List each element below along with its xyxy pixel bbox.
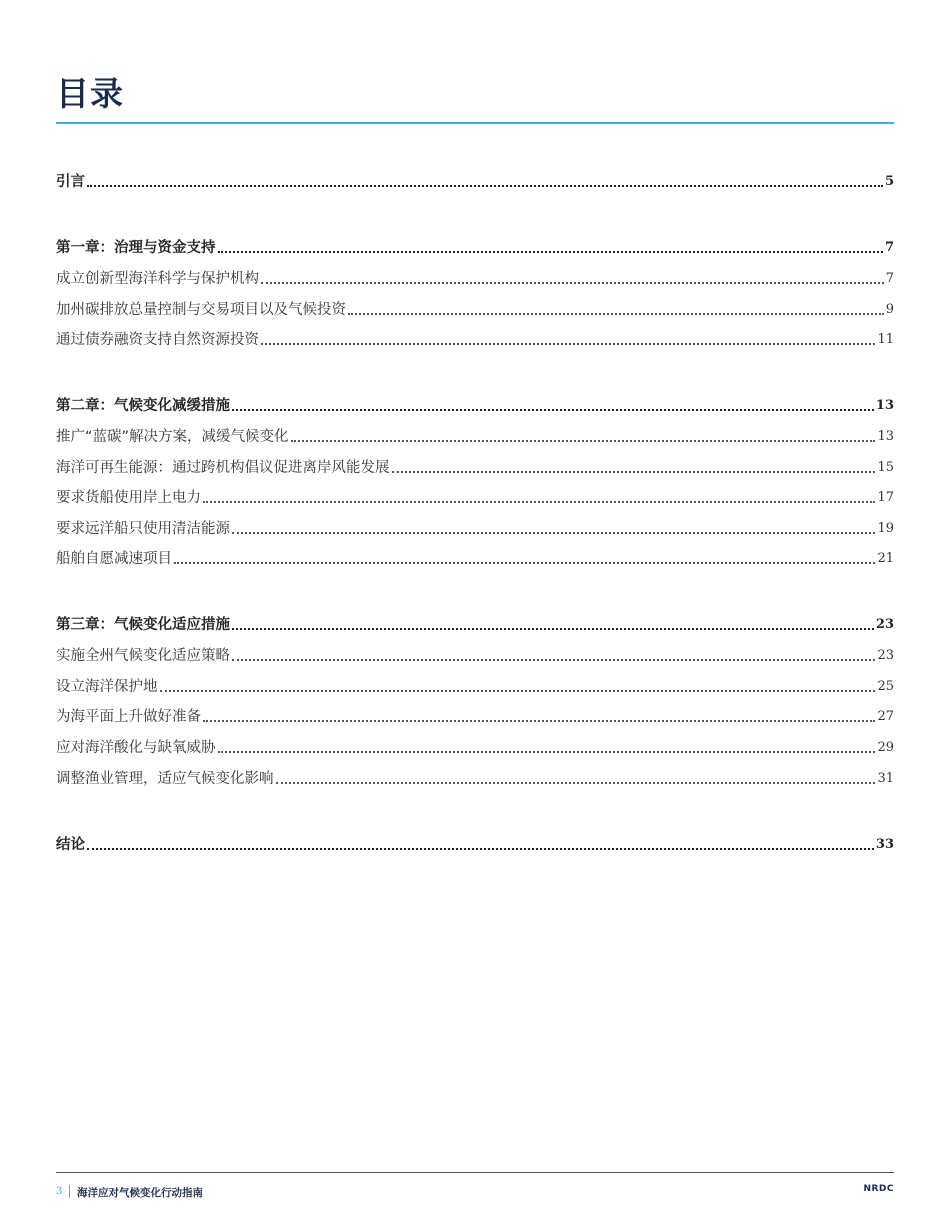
toc-entry-page-number: 21	[877, 551, 894, 566]
toc-entry-page-number: 11	[877, 332, 894, 347]
toc-entry-page-number: 9	[885, 302, 894, 317]
toc-entry[interactable]	[56, 328, 894, 350]
toc-dot-leader	[261, 282, 884, 284]
toc-entry[interactable]	[56, 705, 894, 727]
toc-entry-label: 引言	[56, 174, 85, 190]
toc-entry-page-number: 23	[877, 648, 894, 663]
toc-dot-leader	[203, 501, 875, 503]
toc-entry[interactable]	[56, 644, 894, 666]
toc-entry-page-number: 17	[877, 490, 894, 505]
toc-entry-label: 海洋可再生能源：通过跨机构倡议促进离岸风能发展	[56, 460, 390, 476]
toc-dot-leader	[261, 343, 875, 345]
toc-entry-label: 成立创新型海洋科学与保护机构	[56, 271, 259, 287]
toc-entry-page-number: 25	[877, 679, 894, 694]
toc-entry-label: 船舶自愿减速项目	[56, 551, 172, 567]
toc-entry-page-number: 31	[877, 771, 894, 786]
toc-entry-label: 要求货船使用岸上电力	[56, 490, 201, 506]
toc-dot-leader	[87, 848, 874, 850]
toc-entry-page-number: 13	[877, 429, 894, 444]
toc-entry-label: 实施全州气候变化适应策略	[56, 648, 230, 664]
toc-entry[interactable]	[56, 425, 894, 447]
page-footer	[56, 1184, 894, 1202]
toc-entry-label: 结论	[56, 837, 85, 853]
toc-entry-page-number: 23	[875, 617, 894, 632]
toc-entry-label: 调整渔业管理，适应气候变化影响	[56, 771, 274, 787]
toc-entry-page-number: 19	[877, 521, 894, 536]
toc-dot-leader	[218, 251, 883, 253]
toc-chapter-entry[interactable]	[56, 394, 894, 416]
toc-entry-label: 加州碳排放总量控制与交易项目以及气候投资	[56, 302, 346, 318]
toc-entry-page-number: 7	[885, 271, 894, 286]
toc-entry-label: 设立海洋保护地	[56, 679, 158, 695]
toc-entry[interactable]	[56, 767, 894, 789]
toc-entry[interactable]	[56, 456, 894, 478]
toc-entry-label: 要求远洋船只使用清洁能源	[56, 521, 230, 537]
toc-dot-leader	[174, 562, 875, 564]
toc-chapter-entry[interactable]	[56, 170, 894, 192]
page-title: 目录	[56, 74, 124, 113]
toc-entry-page-number: 5	[884, 174, 894, 189]
footer-divider	[56, 1172, 894, 1173]
toc-dot-leader	[87, 185, 883, 187]
toc-dot-leader	[232, 409, 874, 411]
toc-entry[interactable]	[56, 267, 894, 289]
toc-entry-label: 第二章：气候变化减缓措施	[56, 398, 230, 414]
toc-entry-label: 通过债券融资支持自然资源投资	[56, 332, 259, 348]
toc-entry-label: 应对海洋酸化与缺氧威胁	[56, 740, 216, 756]
toc-entry-page-number: 29	[877, 740, 894, 755]
toc-entry-page-number: 27	[877, 709, 894, 724]
toc-entry[interactable]	[56, 736, 894, 758]
toc-entry-label: 第一章：治理与资金支持	[56, 240, 216, 256]
title-divider	[56, 122, 894, 124]
toc-dot-leader	[348, 313, 884, 315]
toc-dot-leader	[160, 690, 876, 692]
toc-dot-leader	[276, 782, 876, 784]
toc-chapter-entry[interactable]	[56, 613, 894, 635]
toc-dot-leader	[218, 751, 876, 753]
toc-dot-leader	[232, 628, 874, 630]
footer-separator	[69, 1185, 70, 1198]
toc-entry[interactable]	[56, 675, 894, 697]
toc-dot-leader	[392, 471, 876, 473]
toc-dot-leader	[232, 659, 875, 661]
toc-entry-page-number: 33	[875, 837, 894, 852]
footer-page-number: 3	[56, 1186, 63, 1197]
toc-dot-leader	[291, 440, 876, 442]
toc-dot-leader	[203, 720, 875, 722]
toc-dot-leader	[232, 532, 875, 534]
toc-entry[interactable]	[56, 486, 894, 508]
toc-entry-page-number: 7	[884, 240, 894, 255]
toc-entry[interactable]	[56, 298, 894, 320]
toc-entry[interactable]	[56, 517, 894, 539]
toc-chapter-entry[interactable]	[56, 236, 894, 258]
toc-entry-label: 推广“蓝碳”解决方案，减缓气候变化	[56, 429, 289, 445]
brand-logo: NRDC	[863, 1184, 894, 1194]
toc-entry-label: 第三章：气候变化适应措施	[56, 617, 230, 633]
footer-document-title: 海洋应对气候变化行动指南	[77, 1187, 203, 1199]
toc-entry-label: 为海平面上升做好准备	[56, 709, 201, 725]
toc-chapter-entry[interactable]	[56, 833, 894, 855]
toc-entry-page-number: 15	[877, 460, 894, 475]
toc-entry[interactable]	[56, 547, 894, 569]
toc-entry-page-number: 13	[875, 398, 894, 413]
